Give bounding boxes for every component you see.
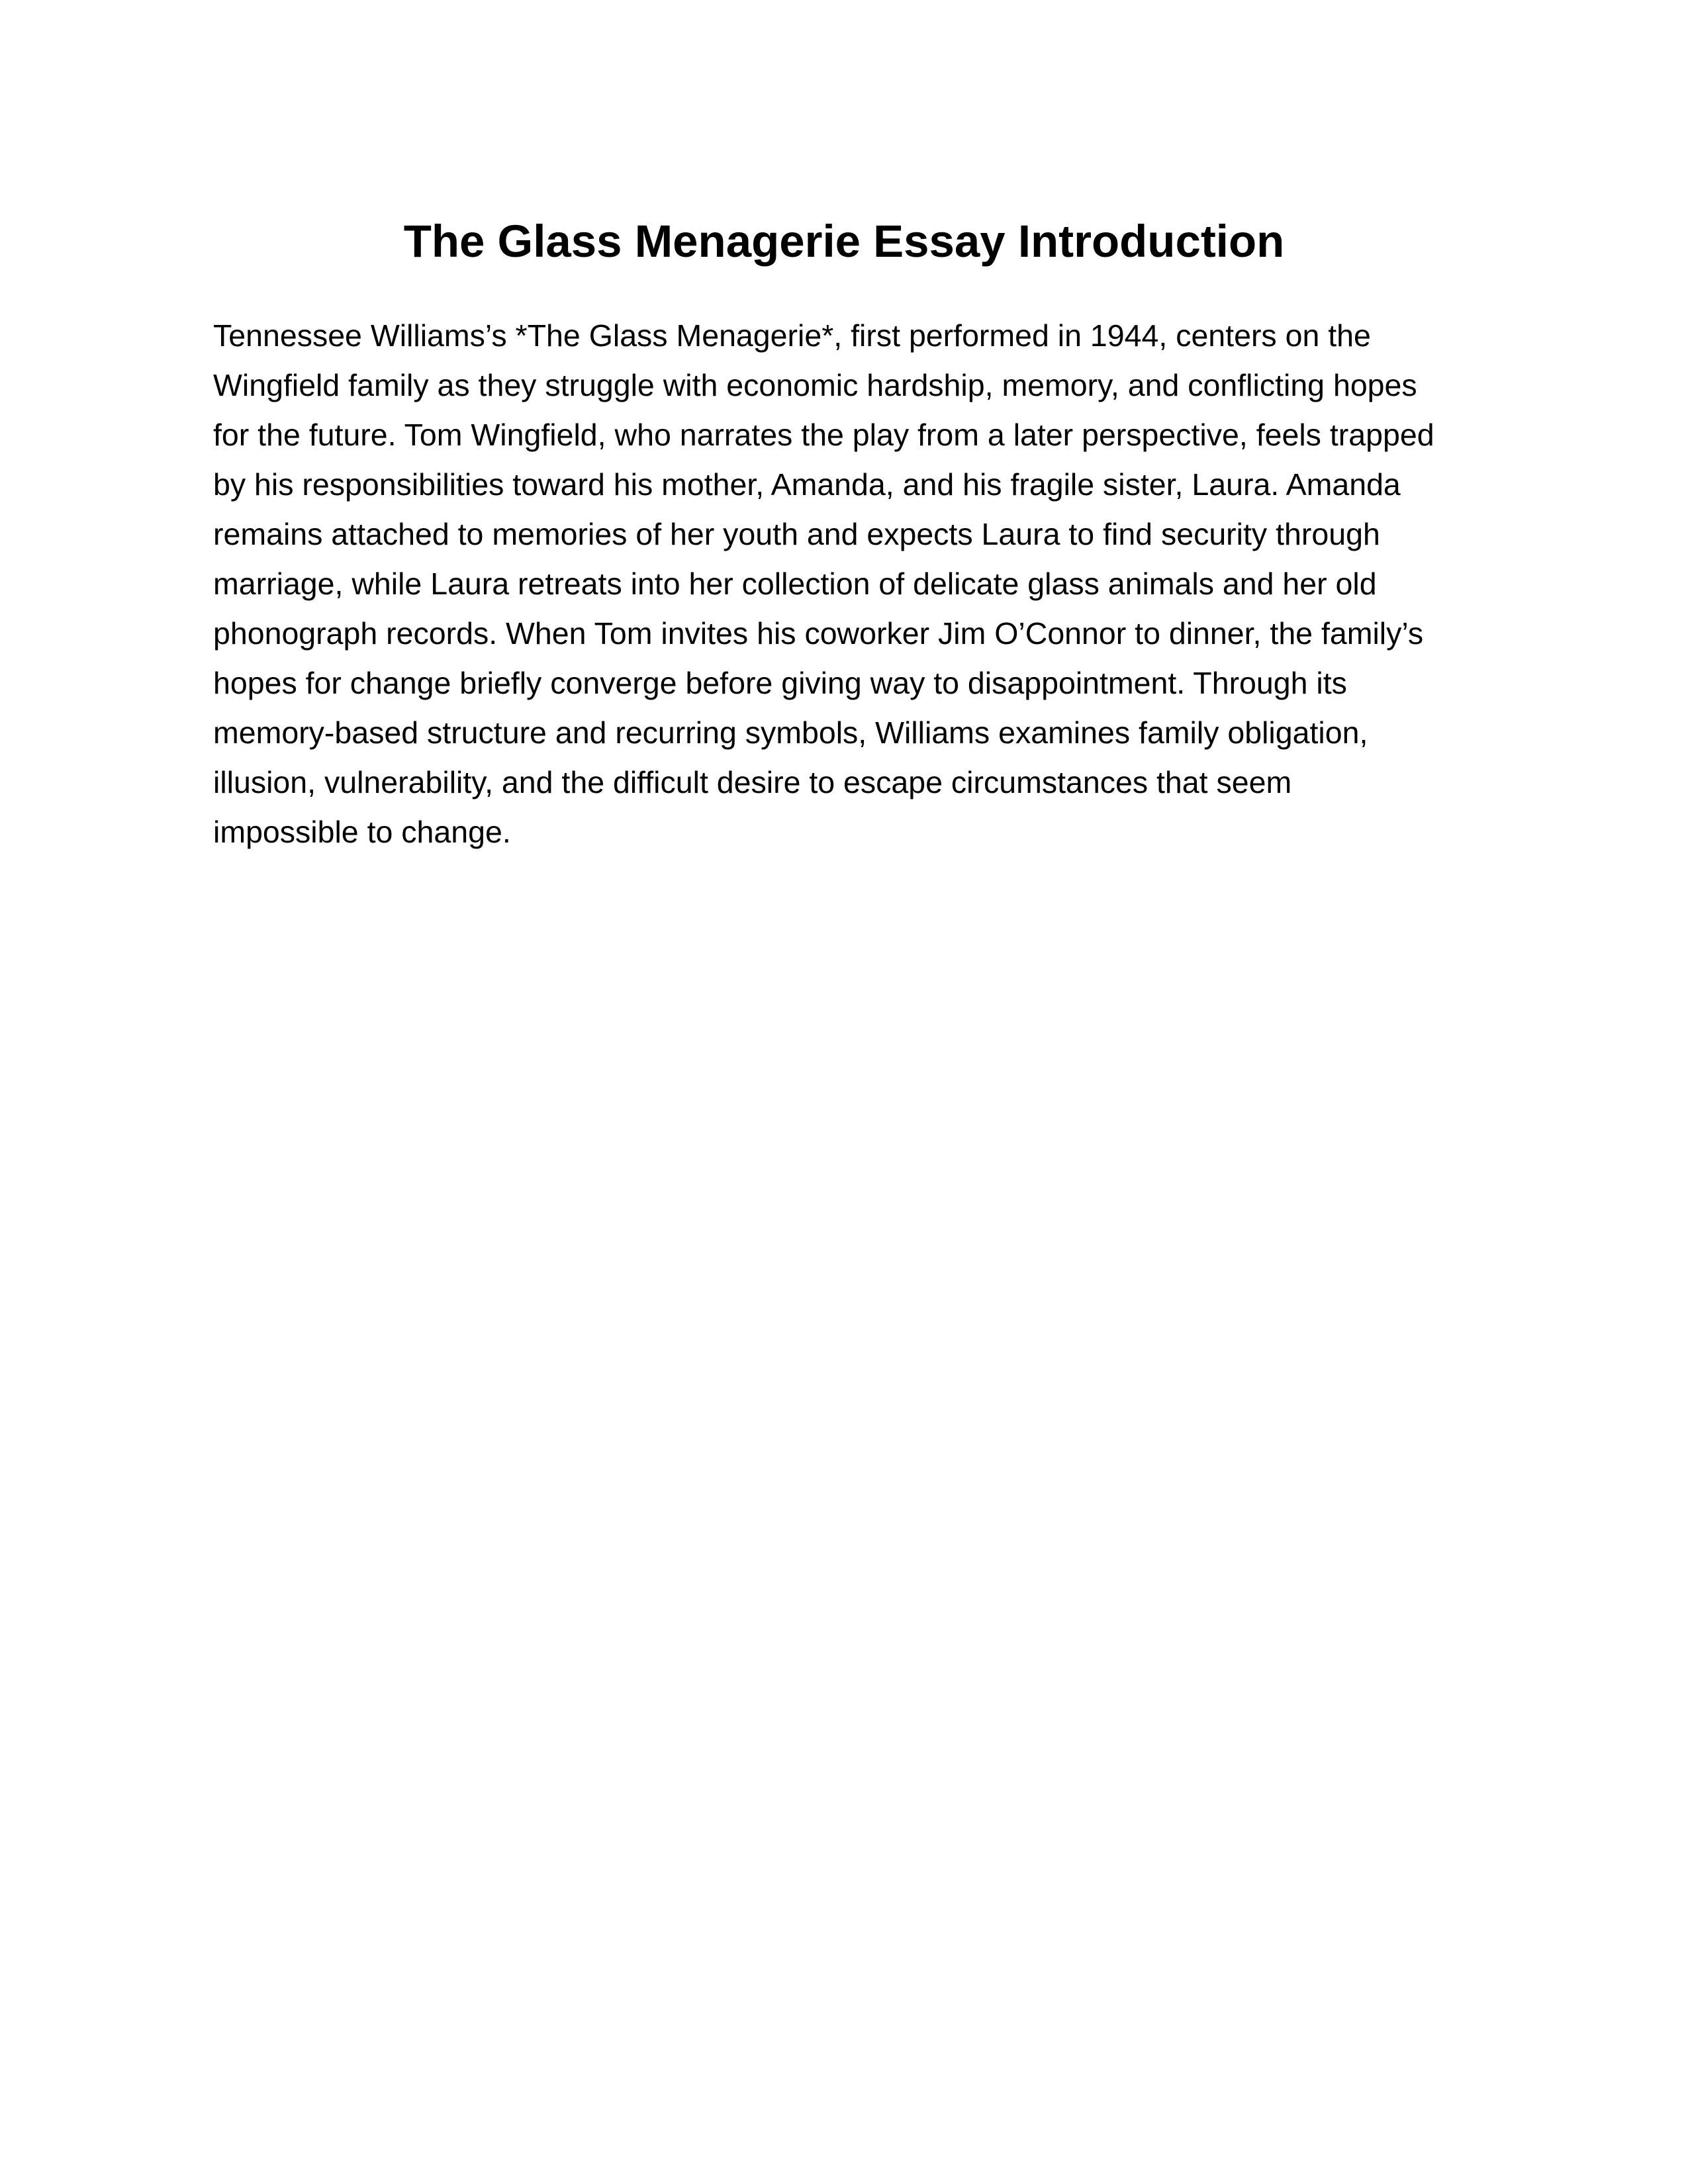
paragraph-line: memory-based structure and recurring symbols, Williams examines family obligation, — [213, 715, 1368, 750]
intro-paragraph — [213, 311, 1484, 857]
paragraph-line: Wingfield family as they struggle with economic hardship, memory, and conflicting hopes — [213, 368, 1417, 402]
paragraph-line: Tennessee Williams’s *The Glass Menagerie*, first performed in 1944, centers on the — [213, 318, 1371, 353]
paragraph-line: marriage, while Laura retreats into her collection of delicate glass animals and her old — [213, 567, 1377, 601]
paragraph-line: illusion, vulnerability, and the difficult desire to escape circumstances that seem — [213, 765, 1292, 799]
paragraph-line: for the future. Tom Wingfield, who narrates the play from a later perspective, feels trapped — [213, 418, 1434, 452]
paragraph-line: by his responsibilities toward his mother, Amanda, and his fragile sister, Laura. Amanda — [213, 467, 1401, 502]
paragraph-line: remains attached to memories of her youth and expects Laura to find security through — [213, 517, 1380, 551]
paragraph-line: impossible to change. — [213, 815, 511, 849]
paragraph-line: phonograph records. When Tom invites his coworker Jim O’Connor to dinner, the family’s — [213, 616, 1424, 651]
document-title: The Glass Menagerie Essay Introduction — [403, 216, 1285, 267]
paragraph-line: hopes for change briefly converge before giving way to disappointment. Through its — [213, 666, 1347, 700]
